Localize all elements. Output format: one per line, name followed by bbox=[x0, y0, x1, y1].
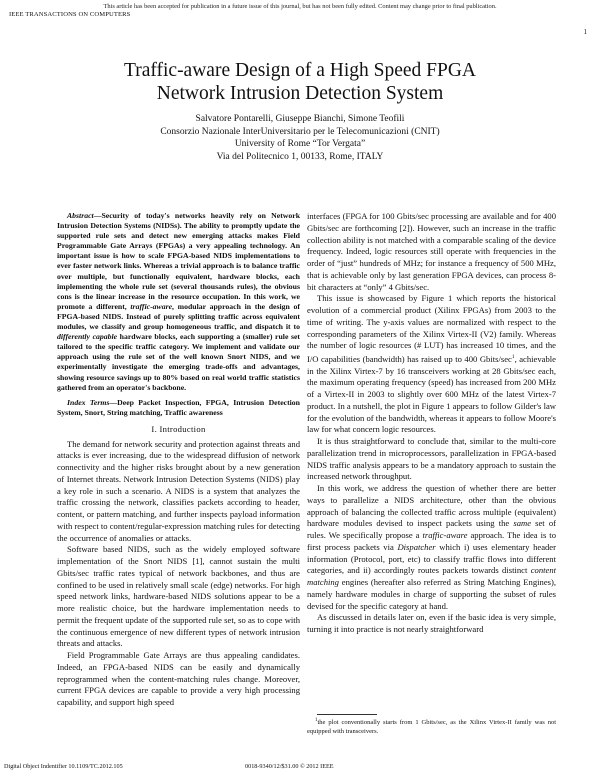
p4-text-a: In this work, we address the question of whether there are better ways to parallelize a NIDS architecture, other than the obvious approach of balancing the collected traffic across multiple (equivalent) hardware modules devised to inspect packets using the bbox=[307, 483, 556, 529]
abstract-text-1: Security of today's networks heavily rely on Network Intrusion Detection Systems (NIDSs). The ability to promptly update the supported rule sets and detect new emerging attacks makes Field Programmable Gate Arrays (FPGAs) a very appealing technology. An important issue is how to scale FPGA-based NIDS implementations to ever faster network links. Whereas a trivial approach is to balance traffic over multiple, but functionally equivalent, hardware blocks, each implementing the whole rule set (several thousands rules), the obvious cons is the linear increase in the resource occupation. In this work, we promote a different, bbox=[57, 211, 300, 311]
paper-title bbox=[0, 59, 600, 105]
p4-emphasis-same: same bbox=[513, 518, 532, 529]
intro-paragraph-3: Field Programmable Gate Arrays are thus appealing candidates. Indeed, an FPGA-based NIDS can be easily and dynamically reprogrammed when the content-matching rules change. Moreover, current FPGA devices are capable to provide a very high processing capability, and support high speed bbox=[57, 650, 300, 708]
left-column bbox=[57, 211, 300, 709]
right-paragraph-2-text-b: , achievable in the Xilinx Virtex-7 by 16 transceivers working at 28 Gbits/sec each, the maximum operating frequency (speed) has increased from 200 MHz of a Virtex-II in 2003 to slightly over 600 MHz of the latest Virtex-7 product. In a nutshell, the plot in Figure 1 appears to follow Gilder's law for the evolution of the bandwidth, whereas it appears to follow Moore's law for what concern logic resources. bbox=[307, 353, 556, 435]
right-paragraph-5: As discussed in details later on, even if the basic idea is very simple, turning it into practice is not nearly straightforward bbox=[307, 612, 556, 635]
affiliation-line-3: Via del Politecnico 1, 00133, Rome, ITALY bbox=[216, 151, 384, 162]
right-column bbox=[307, 211, 556, 636]
abstract-emphasis-2: differently capable bbox=[57, 332, 118, 342]
index-terms-label: Index Terms bbox=[67, 397, 110, 407]
affiliation-line-1: Consorzio Nazionale InterUniversitario per le Telecomunicazioni (CNIT) bbox=[160, 126, 440, 137]
footnote bbox=[307, 717, 556, 736]
doi-footer: Digital Object Indentifier 10.1109/TC.2012.105 bbox=[4, 763, 123, 770]
footnote-rule bbox=[317, 714, 377, 715]
right-paragraph-2-text-a: This issue is showcased by Figure 1 which reports the historical evolution of a commercial product (Xilinx FPGAs) from 2003 to the time of writing. The y-axis values are normalized with respect to the corresponding parameters of the Xilinx Virtex-II (V2) family. Whereas the number of logic resources (# LUT) has increased 10 times, and the I/O capabilities (bandwidth) has raised up to 400 Gbits/sec bbox=[307, 293, 556, 364]
p4-emphasis-dispatcher: Dispatcher bbox=[397, 541, 436, 552]
title-line-2: Network Intrusion Detection System bbox=[156, 83, 444, 104]
right-paragraph-1: interfaces (FPGA for 100 Gbits/sec processing are available and for 400 Gbits/sec are forthcoming [2]). However, such an increase in the traffic collection ability is not matched with a comparable scaling of the device frequency. Indeed, logic resources still operate with frequencies in the order of “just” hundreds of MHz; for instance a frequency of 500 MHz, that is achievable only by last generation FPGA devices, can process 8-bit characters at “only” 4 Gbits/sec. bbox=[307, 211, 556, 292]
footnote-number: 1 bbox=[315, 718, 318, 723]
p4-text-d: which i) uses elementary header information (Protocol, port, etc) to classify traffic flows into different categories, and ii) accordingly routes packets towards distinct bbox=[307, 541, 556, 576]
footnote-text: the plot conventionally starts from 1 Gbits/sec, as the Xilinx Virtex-II family was not equipped with transceivers. bbox=[307, 719, 556, 735]
index-terms-text: Deep Packet Inspection, FPGA, Intrusion Detection System, Snort, String matching, Traffic awareness bbox=[57, 397, 300, 417]
page-number: 1 bbox=[583, 28, 587, 36]
footnote-marker: 1 bbox=[511, 354, 515, 360]
right-paragraph-3: It is thus straightforward to conclude that, similar to the multi-core parallelization trend in microprocessors, parallelization in FPGA-based NIDS traffic analysis appears to be a mandatory approach to sustain the increased network throughput. bbox=[307, 436, 556, 482]
title-line-1: Traffic-aware Design of a High Speed FPGA bbox=[123, 60, 477, 81]
p4-text-c: approach. The idea is to first process packets via bbox=[307, 530, 556, 552]
publication-notice: This article has been accepted for publication in a future issue of this journal, but has not been fully edited. Content may change prior to final publication. bbox=[103, 3, 497, 10]
abstract-text-2: , modular approach in the design of FPGA-based NIDS. Instead of purely splitting traffic across equivalent modules, we classify and group homogeneous traffic, and dispatch it to bbox=[57, 301, 300, 332]
right-paragraph-2 bbox=[307, 293, 556, 436]
author-names: Salvatore Pontarelli, Giuseppe Bianchi, Simone Teofili bbox=[195, 114, 405, 124]
journal-name: IEEE TRANSACTIONS ON COMPUTERS bbox=[9, 11, 131, 18]
intro-paragraph-1: The demand for network security and protection against threats and attacks is ever increasing, due to the widespread diffusion of network connectivity and the higher risks brought about by a new generation of Internet threats. Network Intrusion Detection Systems (NIDS) play a key role in such a scenario. A NIDS is a system that analyzes the traffic crossing the network, classifies packets according to header, content, or pattern matching, and further inspects payload information with respect to content/regular-expression matching rules for detecting the occurrence of anomalies or attacks. bbox=[57, 438, 300, 543]
p4-text-b: set of rules. We specifically propose a bbox=[307, 518, 556, 541]
affiliation-line-2: University of Rome “Tor Vergata” bbox=[234, 139, 366, 150]
intro-paragraph-2: Software based NIDS, such as the widely employed software implementation of the Snort NIDS [1], cannot sustain the multi Gbits/sec traffic rates typical of network backbones, and thus are confined to be used in relatively small scale (edge) networks. For high speed network links, hardware-based NIDS solutions appear to be a more realistic choice, but the hardware implementation needs to permit the frequent update of the supported rule set, so as to cope with the continuous emergence of new different types of network intrusion threats and attacks. bbox=[57, 544, 300, 649]
copyright-footer: 0018-9340/12/$31.00 © 2012 IEEE bbox=[245, 763, 334, 770]
p4-text-e: engines (hereafter also referred as String Matching Engines), namely hardware modules in charge of supporting the subset of rules devised for the specific category at hand. bbox=[307, 577, 556, 611]
author-block bbox=[0, 113, 600, 163]
p4-emphasis-traffic-aware: traffic-aware bbox=[422, 530, 468, 541]
abstract-emphasis-1: traffic-aware bbox=[130, 301, 173, 311]
section-heading-introduction: I. Introduction bbox=[151, 423, 206, 434]
p4-emphasis-content-matching: content matching bbox=[307, 565, 556, 588]
index-terms: Index Terms—Deep Packet Inspection, FPGA, Intrusion Detection System, Snort, String matching, Traffic awareness bbox=[57, 397, 300, 417]
abstract: Abstract—Security of today's networks heavily rely on Network Intrusion Detection Systems (NIDSs). The ability to promptly update the supported rule sets and detect new emerging attacks makes Field Programmable Gate Arrays (FPGAs) a very appealing technology. An important issue is how to scale FPGA-based NIDS implementations to ever faster network links. Whereas a trivial approach is to balance traffic over multiple, but functionally equivalent, hardware blocks, each implementing the whole rule set (several thousands rules), the obvious cons is the linear increase in the resource occupation. In this work, we promote a different, traffic-aware, modular approach in the design of FPGA-based NIDS. Instead of purely splitting traffic across equivalent modules, we classify and group homogeneous traffic, and dispatch it to differently capable hardware blocks, each supporting a (smaller) rule set tailored to the specific traffic category. We implement and validate our approach using the rule set of the well known Snort NIDS, and we experimentally investigate the emerging trade-offs and advantages, showing resource savings up to 80% based on real world traffic statistics gathered from an operator's backbone. bbox=[57, 211, 300, 392]
abstract-label: Abstract bbox=[67, 211, 94, 220]
abstract-text-3: hardware blocks, each supporting a (smaller) rule set tailored to the specific traffic category. We implement and validate our approach using the rule set of the well known Snort NIDS, and we experimentally investigate the emerging trade-offs and advantages, showing resource savings up to 80% based on real world traffic statistics gathered from an operator's backbone. bbox=[57, 332, 300, 392]
right-paragraph-4 bbox=[307, 483, 556, 612]
